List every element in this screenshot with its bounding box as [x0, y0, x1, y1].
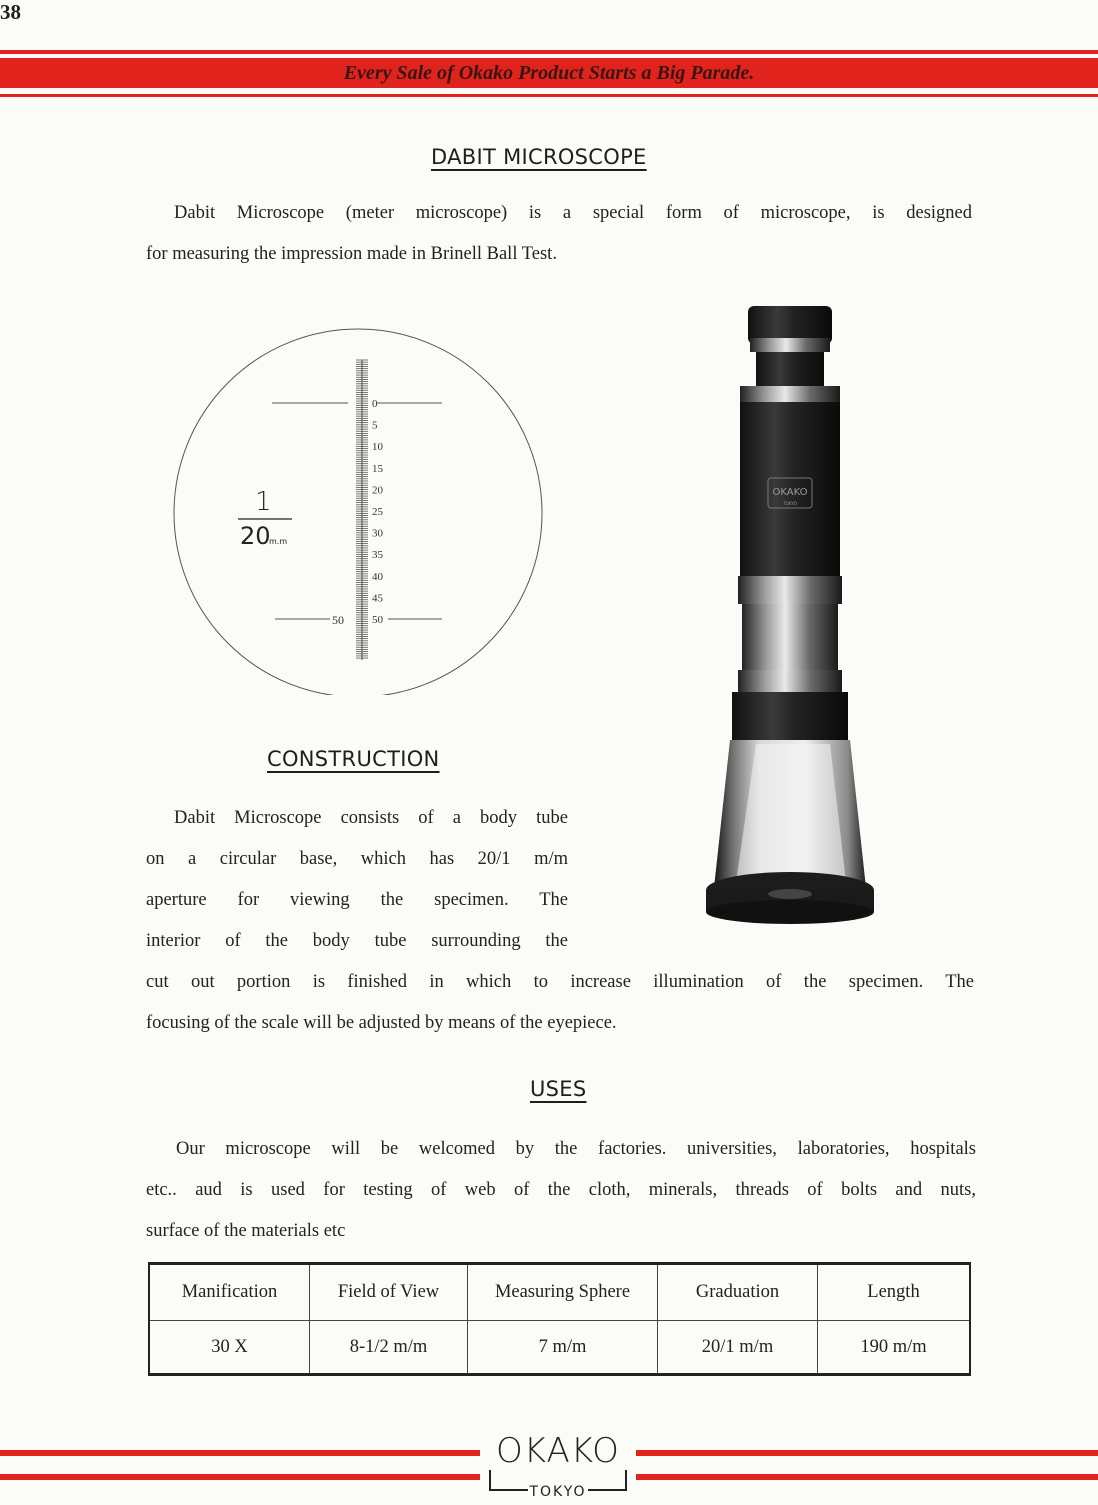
- fraction-unit: m.m: [269, 537, 288, 546]
- uses-line-3: surface of the materials etc: [146, 1221, 346, 1241]
- eyepiece-ring: [750, 338, 830, 352]
- top-rule-lower: [0, 94, 1098, 97]
- table-value-cell: 190 m/m: [860, 1336, 927, 1357]
- scope-logo-brand: OKAKO: [772, 487, 808, 498]
- intro-line-2: for measuring the impression made in Brinell Ball Test.: [146, 244, 557, 264]
- footer-logo-brand: OKAKO: [496, 1431, 620, 1471]
- table-header-cell: Field of View: [310, 1265, 468, 1321]
- reticle-scale-ticks: [356, 360, 368, 660]
- reticle-scale-label: 0: [372, 398, 378, 410]
- table-header-cell: Graduation: [658, 1265, 818, 1321]
- reticle-scale-label: 20: [372, 484, 383, 497]
- middle-collar: [738, 576, 842, 604]
- okako-logo: [480, 1418, 636, 1500]
- reticle-scale-label: 30: [372, 527, 383, 540]
- table-value-cell: 20/1 m/m: [658, 1321, 818, 1373]
- construction-heading: CONSTRUCTION: [267, 747, 440, 771]
- table-header-cell: Measuring Sphere: [468, 1265, 658, 1321]
- intro-line-1: Dabit Microscope (meter microscope) is a special form of microscope, is designed: [174, 203, 972, 223]
- reticle-scale-label: 5: [372, 419, 378, 432]
- uses-line-1: Our microscope will be welcomed by the factories. universities, laboratories, hospitals: [176, 1139, 976, 1159]
- reticle-left-label: 50: [332, 613, 344, 627]
- top-rule-upper: [0, 50, 1098, 54]
- reticle-scale-labels: [372, 398, 384, 626]
- lower-collar: [738, 670, 842, 694]
- table-value-cell: 7 m/m: [468, 1321, 658, 1373]
- banner-slogan: Every Sale of Okako Product Starts a Big Parade.: [343, 62, 755, 84]
- reticle-scale-label: 10: [372, 441, 383, 454]
- table-header-cell: Length: [818, 1265, 969, 1321]
- uses-paragraph: [146, 1129, 976, 1252]
- reticle-scale-label: 15: [372, 462, 383, 475]
- construction-line-4: interior of the body tube surrounding the: [146, 931, 568, 951]
- cone-collar: [732, 692, 848, 740]
- uses-line-2: etc.. aud is used for testing of web of the cloth, minerals, threads of bolts and nuts,: [146, 1180, 976, 1200]
- lower-tube: [742, 604, 838, 674]
- fraction-numerator: 1: [255, 487, 272, 517]
- construction-line-1: Dabit Microscope consists of a body tube: [174, 808, 568, 828]
- reticle-scale-label: 50: [372, 614, 383, 626]
- intro-paragraph: [146, 193, 972, 275]
- construction-line-2: on a circular base, which has 20/1 m/m: [146, 849, 568, 869]
- reticle-scale-label: 25: [372, 506, 383, 518]
- spec-table: [148, 1262, 971, 1376]
- page-number: 38: [0, 0, 21, 24]
- aperture: [768, 889, 812, 899]
- page-title: DABIT MICROSCOPE: [431, 145, 647, 169]
- reticle-scale-label: 35: [372, 549, 383, 562]
- footer-logo-city: TOKYO: [529, 1484, 587, 1500]
- construction-wide-block: [146, 962, 974, 1044]
- reticle-scale-label: 45: [372, 592, 383, 605]
- uses-heading: USES: [530, 1077, 587, 1101]
- scope-logo-city: TOKYO: [783, 501, 797, 506]
- reticle-diagram: [170, 325, 550, 695]
- microscope-photo: [700, 298, 880, 928]
- table-value-cell: 30 X: [150, 1321, 310, 1373]
- construction-line-3: aperture for viewing the specimen. The: [146, 890, 568, 910]
- table-value-cell: 8-1/2 m/m: [310, 1321, 468, 1373]
- fraction-denominator: 20: [240, 522, 271, 550]
- construction-narrow-block: [146, 798, 568, 962]
- table-header-cell: Manification: [150, 1265, 310, 1321]
- footer-logo: [480, 1418, 636, 1500]
- reticle-scale-label: 40: [372, 570, 383, 583]
- construction-line-6: focusing of the scale will be adjusted by means of the eyepiece.: [146, 1013, 617, 1033]
- upper-collar: [740, 386, 840, 402]
- construction-line-5: cut out portion is finished in which to increase illumination of the specimen. The: [146, 972, 974, 992]
